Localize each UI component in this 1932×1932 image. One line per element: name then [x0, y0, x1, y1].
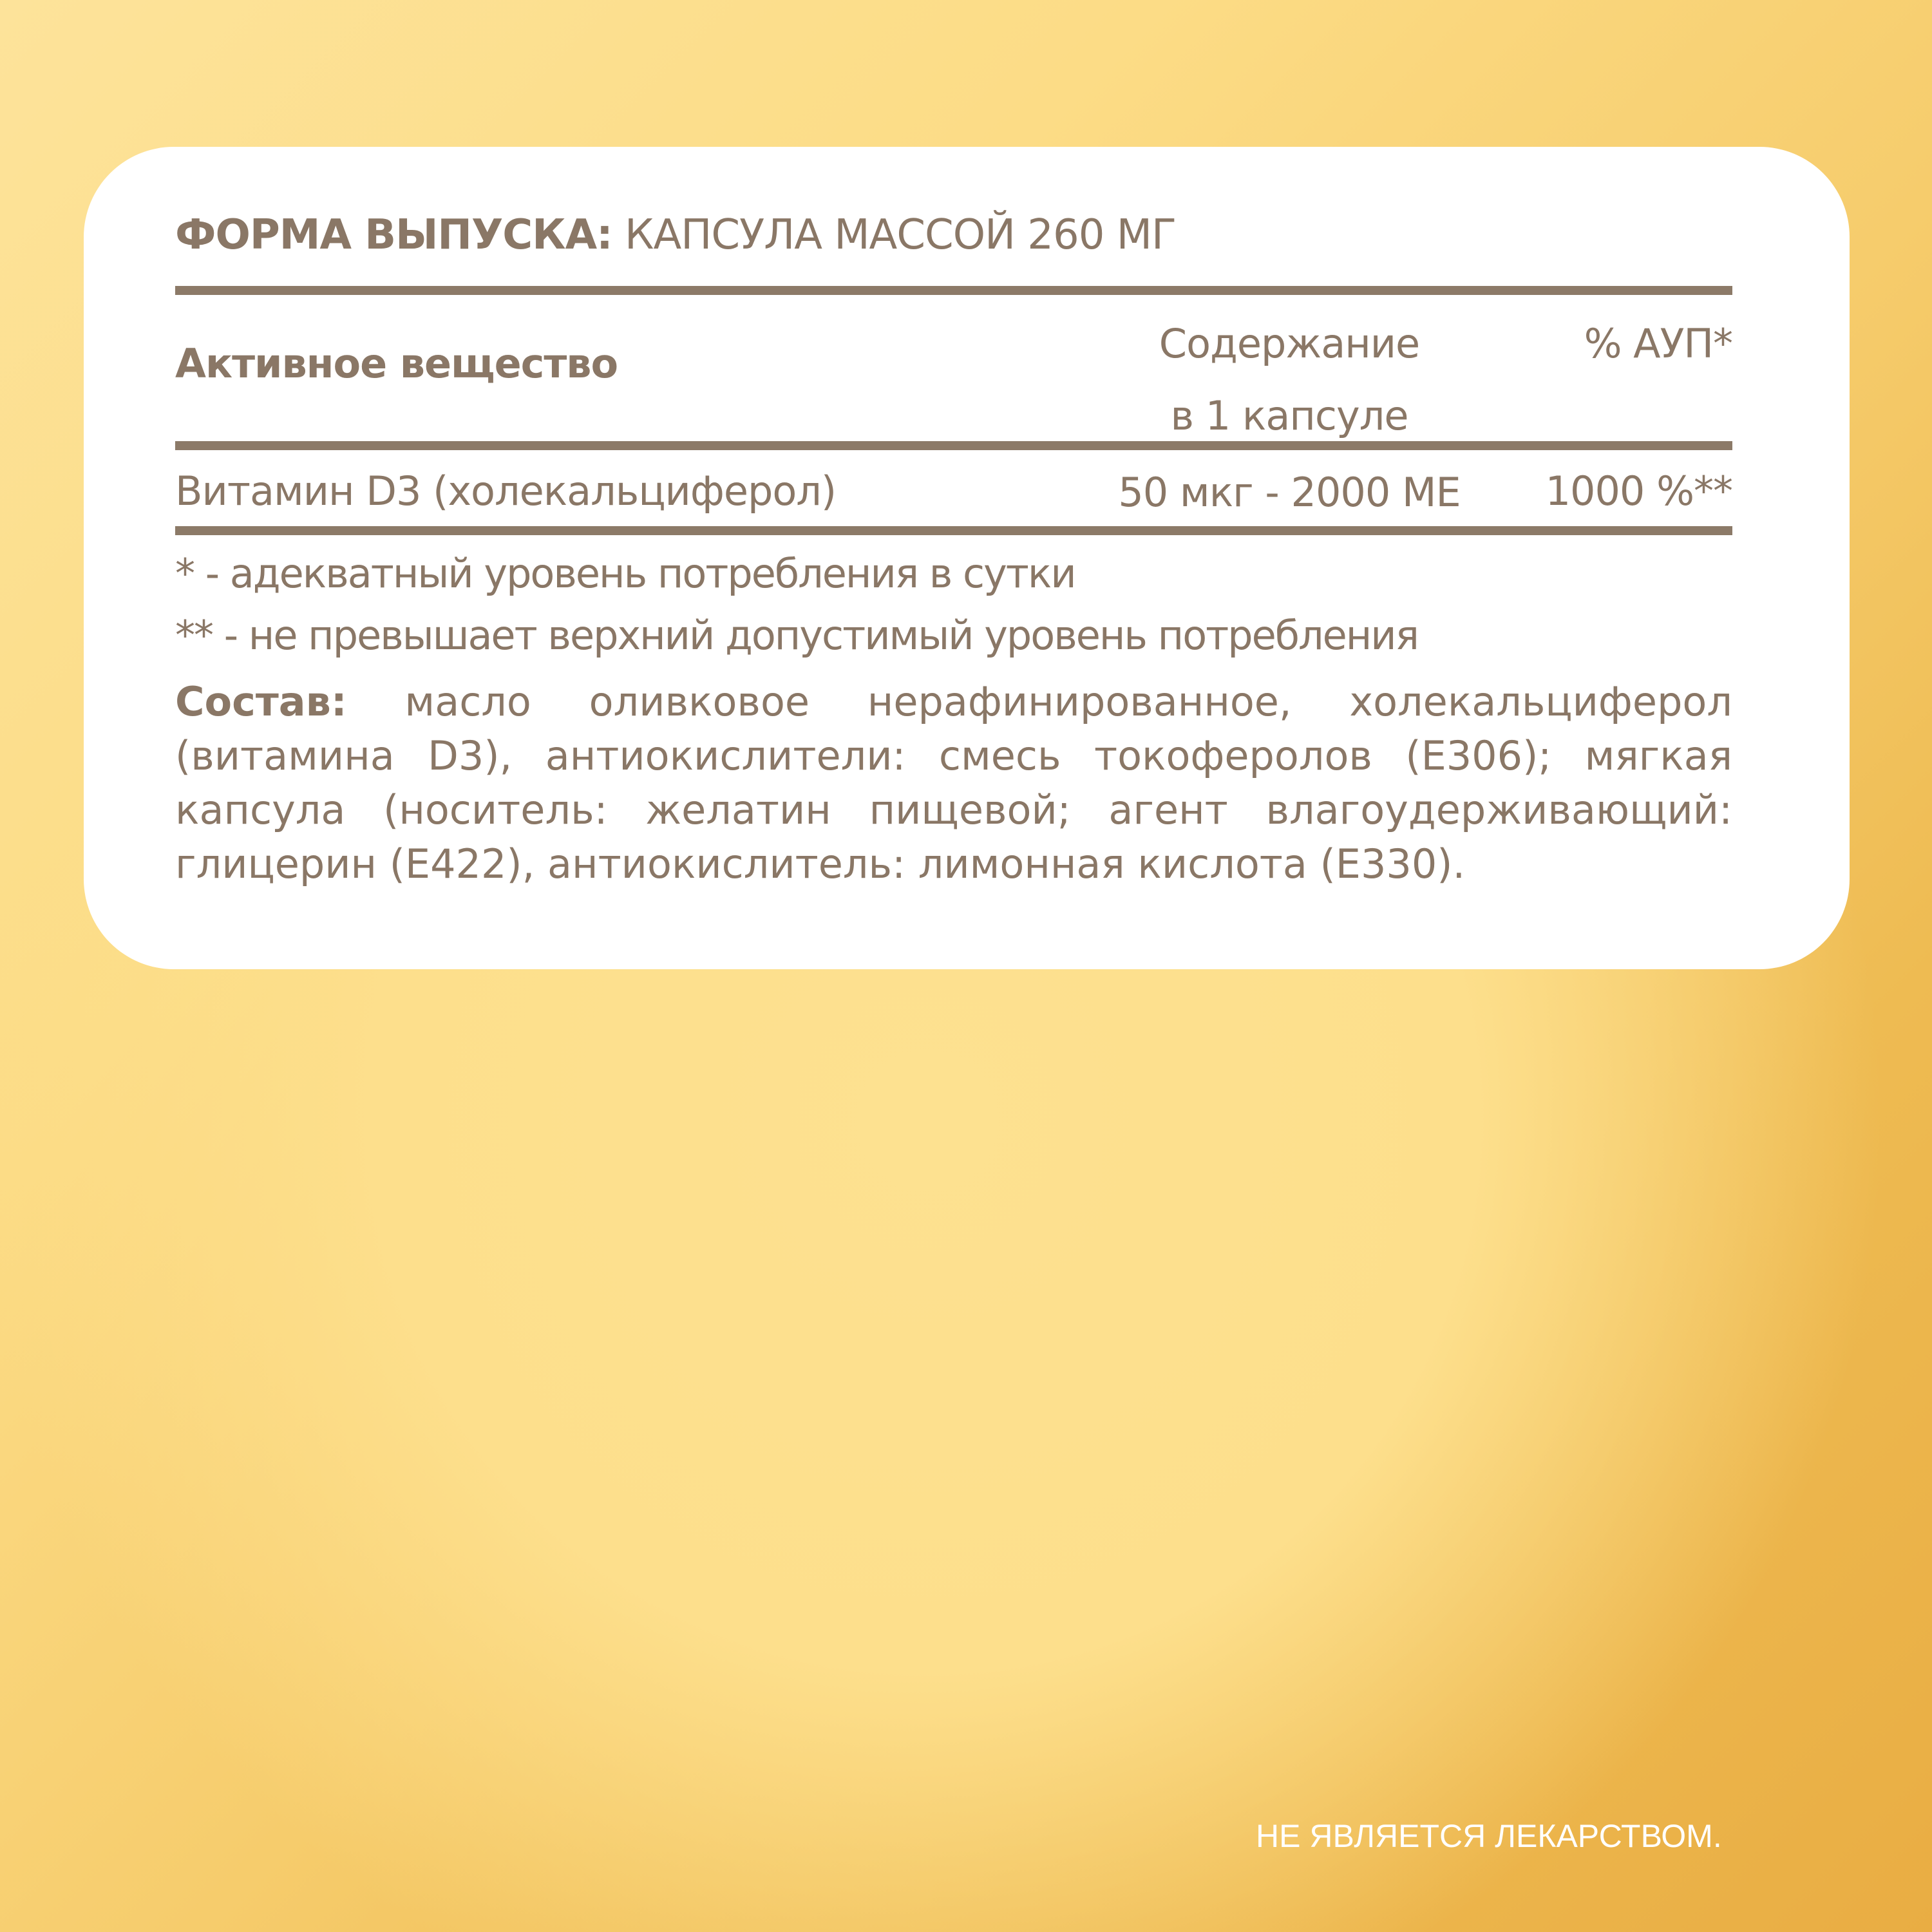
not-a-medicine-disclaimer: НЕ ЯВЛЯЕТСЯ ЛЕКАРСТВОМ. — [1256, 1818, 1722, 1854]
header-content — [1128, 308, 1450, 452]
row-percent: 1000 %** — [1545, 468, 1732, 515]
header-content-line1: Содержание — [1159, 320, 1420, 367]
row-substance: Витамин D3 (холекальциферол) — [175, 468, 837, 515]
header-active-substance: Активное вещество — [175, 340, 618, 387]
release-form-value: КАПСУЛА МАССОЙ 260 МГ — [612, 211, 1177, 259]
row-content: 50 мкг - 2000 МЕ — [1118, 469, 1461, 516]
table-top-rule — [175, 286, 1732, 295]
footnote-double-star: ** - не превышает верхний допустимый уровень потребления — [175, 612, 1418, 659]
header-bottom-rule — [175, 441, 1732, 450]
info-card — [84, 147, 1850, 969]
composition-label: Состав: — [175, 678, 347, 725]
composition-text: масло оливковое нерафинированное, холекальциферол (витамина D3), антиокислители: смесь токоферолов (Е306); мягкая капсула (носитель: желатин пищевой; агент влагоудерживающий: глицерин (Е422), антиокислитель: лимонная кислота (Е330). — [175, 678, 1732, 887]
header-content-line2: в 1 капсуле — [1170, 392, 1408, 439]
release-form-label: ФОРМА ВЫПУСКА: — [175, 211, 612, 259]
composition-paragraph — [175, 675, 1732, 891]
header-percent-aup: % АУП* — [1584, 320, 1732, 367]
release-form-title — [175, 211, 1176, 259]
footnote-single-star: * - адекватный уровень потребления в сутки — [175, 550, 1075, 597]
table-bottom-rule — [175, 526, 1732, 535]
